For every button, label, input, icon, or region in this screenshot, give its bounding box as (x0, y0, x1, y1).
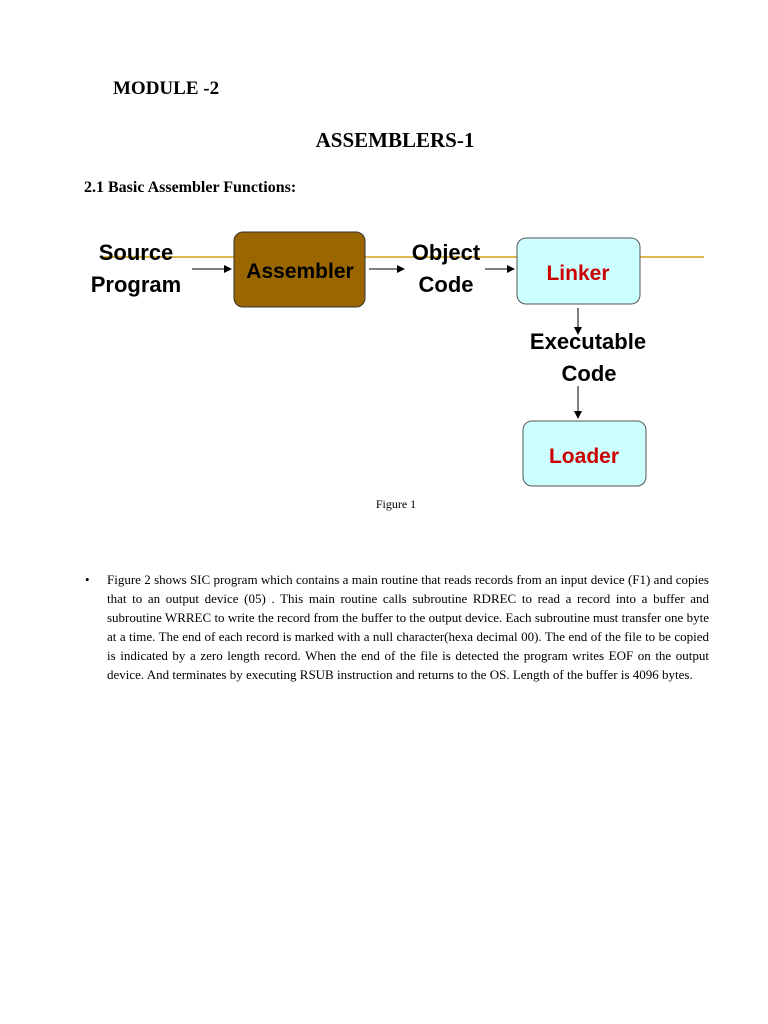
paragraph-text: Figure 2 shows SIC program which contains a main routine that reads records from an input device (F1) and copies that to an output device (05) . This main routine calls subroutine RDREC to read a record into a buffer and subroutine WRREC to write the record from the buffer to the output device. Each subroutine must transfer one byte at a time. The end of each record is marked with a null character(hexa decimal 00). The end of the file to be copied is indicated by a zero length record. When the end of the file is detected the program writes EOF on the output device. And terminates by executing RSUB instruction and returns to the OS. Length of the buffer is 4096 bytes. (107, 572, 709, 682)
body-list (85, 570, 709, 684)
page-title: ASSEMBLERS-1 (315, 128, 475, 152)
list-item (85, 570, 709, 684)
object-code-label-line1: Object (411, 240, 481, 265)
source-program-label-line1: Source (98, 240, 174, 265)
section-heading: 2.1 Basic Assembler Functions: (84, 179, 297, 196)
loader-label: Loader (548, 445, 620, 468)
module-heading: MODULE -2 (113, 78, 220, 99)
bullet: • (85, 572, 90, 587)
executable-code-label-line2: Code (561, 361, 617, 386)
executable-code-label-line1: Executable (529, 329, 647, 354)
source-program-label-line2: Program (90, 272, 182, 297)
assembler-flow-diagram (0, 220, 768, 500)
assembler-label: Assembler (246, 260, 354, 283)
object-code-label-line2: Code (418, 272, 474, 297)
linker-label: Linker (546, 262, 610, 285)
figure-caption: Figure 1 (375, 497, 417, 511)
